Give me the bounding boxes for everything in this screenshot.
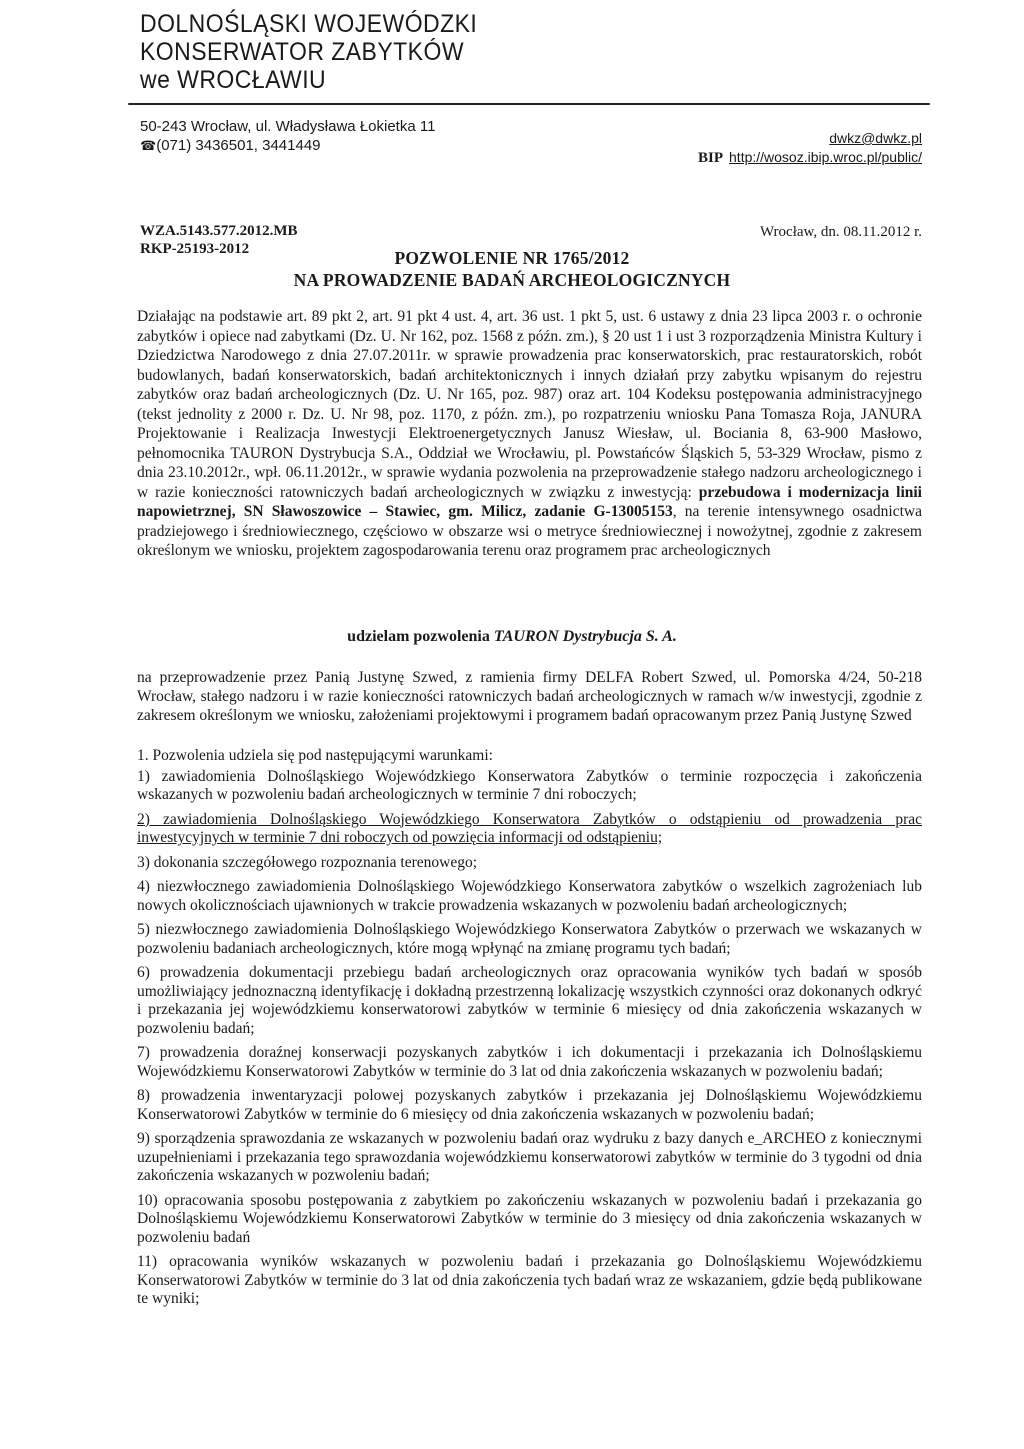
bip-url-link[interactable]: http://wosoz.ibip.wroc.pl/public/ <box>729 149 922 165</box>
conditions-list <box>137 747 922 1315</box>
intro-text-2: , na terenie intensywnego osadnictwa pradziejowego i średniowiecznego, częściowo w obszarze wsi o metryce średniowiecznej i nowożytnej, zgodnie z zakresem określonym we wniosku, projektem zagospodarowania terenu oraz programem prac archeologicznych <box>137 503 922 559</box>
phone-numbers: (071) 3436501, 3441449 <box>156 137 321 154</box>
letterhead-organization <box>140 10 477 94</box>
grant-entity: TAURON Dystrybucja S. A. <box>493 628 677 645</box>
condition-item-3: 3) dokonania szczegółowego rozpoznania terenowego; <box>137 853 478 871</box>
telephone-icon: ☎ <box>140 138 157 153</box>
condition-item-1: 1) zawiadomienia Dolnośląskiego Wojewódzkiego Konserwatora Zabytków o terminie rozpoczęcia i zakończenia wskazanych w pozwoleniu badań archeologicznych w terminie 7 dni roboczych; <box>137 767 922 803</box>
intro-text-1: Działając na podstawie art. 89 pkt 2, art. 91 pkt 4 ust. 4, art. 36 ust. 1 pkt 5, ust. 6 ustawy z dnia 23 lipca 2003 r. o ochronie zabytków i opiece nad zabytkami (Dz. U. Nr 162, poz. 1568 z późn. zm.), § 20 ust 1 i ust 3 rozporządzenia Ministra Kultury i Dziedzictwa Narodowego z dnia 27.07.2011r. w sprawie prowadzenia prac konserwatorskich, prac restauratorskich, robót budowlanych, badań konserwatorskich, badań architektonicznych i innych działań przy zabytku wpisanym do rejestru zabytków oraz badań archeologicznych (Dz. U. Nr 165, poz. 987) oraz art. 104 Kodeksu postępowania administracyjnego (tekst jednolity z 2000 r. Dz. U. Nr 98, poz. 1170, z późn. zm.), po rozpatrzeniu wniosku Pana Tomasza Roja, JANURA Projektowanie i Realizacja Inwestycji Elektroenergetycznych Janusz Wiesław, ul. Bociania 8, 63-900 Masłowo, pełnomocnika TAURON Dystrybucja S.A., Oddział we Wrocławiu, pl. Powstańców Śląskich 5, 53-329 Wrocław, pismo z dnia 23.10.2012r., wpł. 06.11.2012r., w sprawie wydania pozwolenia na przeprowadzenie stałego nadzoru archeologicznego i w razie konieczności ratowniczych badań archeologicznych w związku z inwestycją: <box>137 308 922 501</box>
condition-item-10: 10) opracowania sposobu postępowania z zabytkiem po zakończeniu wskazanych w pozwoleniu badań i przekazania go Dolnośląskiemu Wojewódzkiemu Konserwatorowi Zabytków w terminie do 3 miesięcy od dnia zakończenia wskazanych w pozwoleniu badań <box>137 1191 922 1246</box>
condition-item-2: 2) zawiadomienia Dolnośląskiego Wojewódzkiego Konserwatora Zabytków o odstąpieniu od prowadzenia prac inwestycyjnych w terminie 7 dni roboczych od powzięcia informacji od odstąpieniu; <box>137 810 922 846</box>
condition-item-4: 4) niezwłocznego zawiadomienia Dolnośląskiego Wojewódzkiego Konserwatora zabytków o wszelkich zagrożeniach lub nowych okolicznościach ujawnionych w trakcie prowadzenia wskazanych w pozwoleniu badań archeologicznych; <box>137 878 922 914</box>
reference-number-2: RKP-25193-2012 <box>140 241 250 257</box>
org-line-2: KONSERWATOR ZABYTKÓW <box>140 38 464 66</box>
phone-line <box>140 136 435 155</box>
grant-text: udzielam pozwolenia <box>347 628 494 645</box>
condition-item-6: 6) prowadzenia dokumentacji przebiegu badań archeologicznych oraz opracowania wyników tych badań w sposób umożliwiający jednoznaczną identyfikację i dokładną przestrzenną lokalizację wszystkich czynności oraz dokonanych odkryć i przekazania jej wojewódzkiemu konserwatorowi zabytków w terminie 6 miesięcy od dnia zakończenia wskazanych w pozwoleniu badań; <box>137 964 922 1037</box>
place-and-date: Wrocław, dn. 08.11.2012 r. <box>759 224 922 240</box>
condition-item-5: 5) niezwłocznego zawiadomienia Dolnośląskiego Wojewódzkiego Konserwatora Zabytków o przerwach we wskazanych w pozwoleniu badaniach archeologicznych, które mogą wpłynąć na zmianę programu tych badań; <box>137 921 922 957</box>
bip-logo: BIP <box>698 150 724 166</box>
condition-item-9: 9) sporządzenia sprawozdania ze wskazanych w pozwoleniu badań oraz wydruku z bazy danych e_ARCHEO z koniecznymi uzupełnieniami i przekazania tego sprawozdania wojewódzkiemu konserwatorowi zabytków w terminie do 3 tygodni od dnia zakończenia wskazanych w pozwoleniu badań; <box>137 1130 922 1184</box>
condition-item-8: 8) prowadzenia inwentaryzacji polowej pozyskanych zabytków i przekazania jej Dolnośląskiemu Wojewódzkiemu Konserwatorowi Zabytków w terminie do 6 miesięcy od dnia zakończenia wskazanych w pozwoleniu badań; <box>137 1087 922 1123</box>
letterhead-contact-block <box>698 129 922 168</box>
investment-name: przebudowa i modernizacja linii napowietrznej, SN Sławoszowice – Stawiec, gm. Milicz, zadanie G-13005153 <box>137 483 922 520</box>
letterhead-divider <box>128 103 930 105</box>
title-line-1: POZWOLENIE NR 1765/2012 <box>394 248 630 268</box>
org-line-1: DOLNOŚLĄSKI WOJEWÓDZKI <box>140 10 478 38</box>
letterhead-address-block <box>140 117 435 155</box>
address-line: 50-243 Wrocław, ul. Władysława Łokietka 11 <box>140 118 436 135</box>
document-title <box>0 247 1024 291</box>
grant-statement <box>0 628 1024 646</box>
condition-item-11: 11) opracowania wyników wskazanych w pozwoleniu badań i przekazania go Dolnośląskiemu Wojewódzkiemu Konserwatorowi Zabytków w terminie do 3 lat od dnia zakończenia tych badań wraz ze wskazaniem, gdzie będą publikowane te wyniki; <box>137 1253 922 1307</box>
conditions-intro: 1. Pozwolenia udziela się pod następującymi warunkami: <box>137 747 493 764</box>
org-line-3: we WROCŁAWIU <box>140 66 327 94</box>
title-line-2: NA PROWADZENIE BADAŃ ARCHEOLOGICZNYCH <box>293 270 731 290</box>
permit-scope-paragraph: na przeprowadzenie przez Panią Justynę Szwed, z ramienia firmy DELFA Robert Szwed, ul. Pomorska 4/24, 50-218 Wrocław, stałego nadzoru i w razie konieczności ratowniczych badań archeologicznych w ramach w/w inwestycji, zgodnie z zakresem określonym we wniosku, założeniami projektowymi i programem badań opracowanym przez Panią Justynę Szwed <box>137 669 922 724</box>
condition-item-7: 7) prowadzenia doraźnej konserwacji pozyskanych zabytków i ich dokumentacji i przekazania ich Dolnośląskiemu Wojewódzkiemu Konserwatorowi Zabytków w terminie do 3 lat od dnia zakończenia wskazanych w pozwoleniu badań; <box>137 1044 922 1080</box>
email-link[interactable]: dwkz@dwkz.pl <box>829 130 922 146</box>
reference-number-1: WZA.5143.577.2012.MB <box>140 223 298 239</box>
legal-basis-paragraph <box>137 307 922 561</box>
